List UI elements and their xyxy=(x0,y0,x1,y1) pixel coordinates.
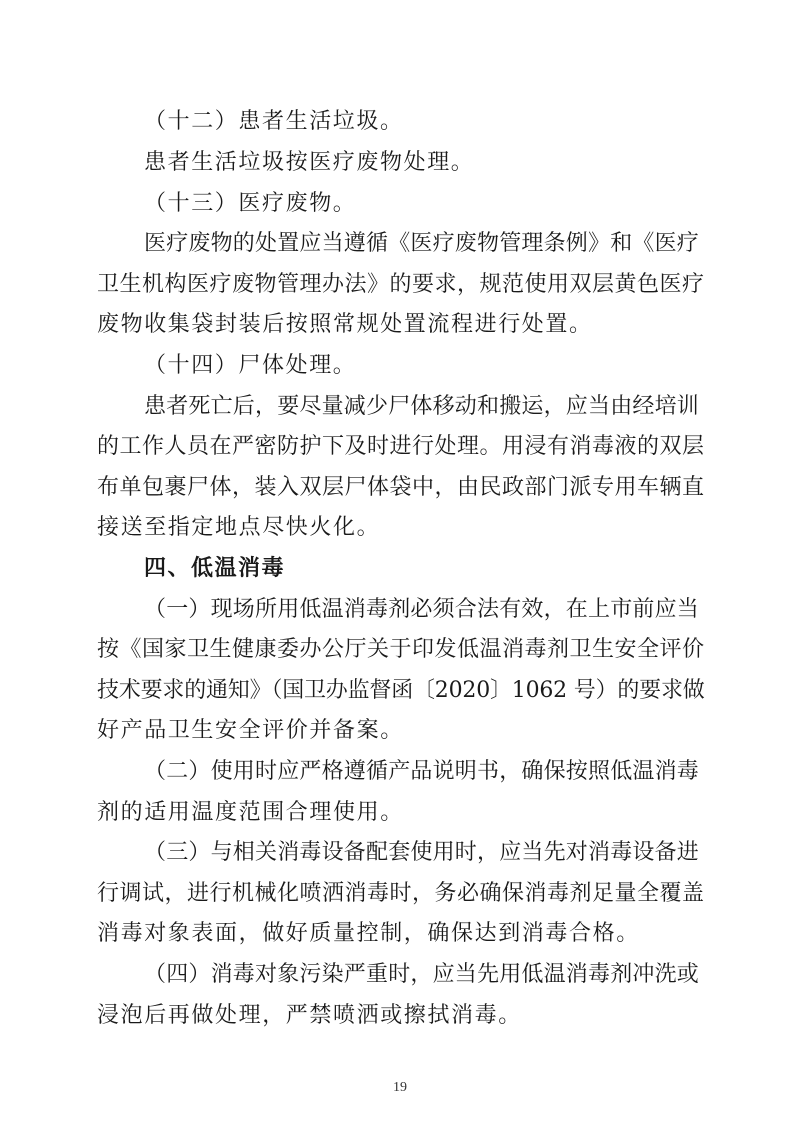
list-item-line: 剂的适用温度范围合理使用。 xyxy=(97,800,404,825)
list-item-line: 消毒对象表面，做好质量控制，确保达到消毒合格。 xyxy=(97,921,640,946)
paragraph-line: 的工作人员在严密防护下及时进行处理。用浸有消毒液的双层 xyxy=(97,434,705,459)
page-number: 19 xyxy=(393,1080,407,1095)
list-item-line: 按《国家卫生健康委办公厅关于印发低温消毒剂卫生安全评价 xyxy=(97,637,705,662)
list-item-line: （三）与相关消毒设备配套使用时，应当先对消毒设备进 xyxy=(144,840,700,865)
paragraph-line: 卫生机构医疗废物管理办法》的要求，规范使用双层黄色医疗 xyxy=(97,272,705,297)
paragraph-line: 废物收集袋封装后按照常规处置流程进行处置。 xyxy=(97,312,593,337)
paragraph-line: 患者生活垃圾按医疗废物处理。 xyxy=(144,150,475,175)
chapter-heading: 四、低温消毒 xyxy=(144,556,286,581)
paragraph-line: 布单包裹尸体，装入双层尸体袋中，由民政部门派专用车辆直 xyxy=(97,475,705,500)
list-item-line: （二）使用时应严格遵循产品说明书，确保按照低温消毒 xyxy=(144,759,700,784)
section-heading-14: （十四）尸体处理。 xyxy=(144,353,357,378)
list-item-line: 技术要求的通知》（国卫办监督函〔2020〕1062 号）的要求做 xyxy=(97,678,705,703)
paragraph-line: 接送至指定地点尽快火化。 xyxy=(97,515,381,540)
list-item-line: （四）消毒对象污染严重时，应当先用低温消毒剂冲洗或 xyxy=(144,962,700,987)
section-heading-13: （十三）医疗废物。 xyxy=(144,191,357,216)
paragraph-line: 医疗废物的处置应当遵循《医疗废物管理条例》和《医疗 xyxy=(144,231,700,256)
paragraph-line: 患者死亡后，要尽量减少尸体移动和搬运，应当由经培训 xyxy=(144,394,700,419)
list-item-line: （一）现场所用低温消毒剂必须合法有效，在上市前应当 xyxy=(144,597,700,622)
list-item-line: 行调试，进行机械化喷洒消毒时，务必确保消毒剂足量全覆盖 xyxy=(97,881,705,906)
list-item-line: 浸泡后再做处理，严禁喷洒或擦拭消毒。 xyxy=(97,1003,522,1028)
section-heading-12: （十二）患者生活垃圾。 xyxy=(144,109,404,134)
list-item-line: 好产品卫生安全评价并备案。 xyxy=(97,718,404,743)
